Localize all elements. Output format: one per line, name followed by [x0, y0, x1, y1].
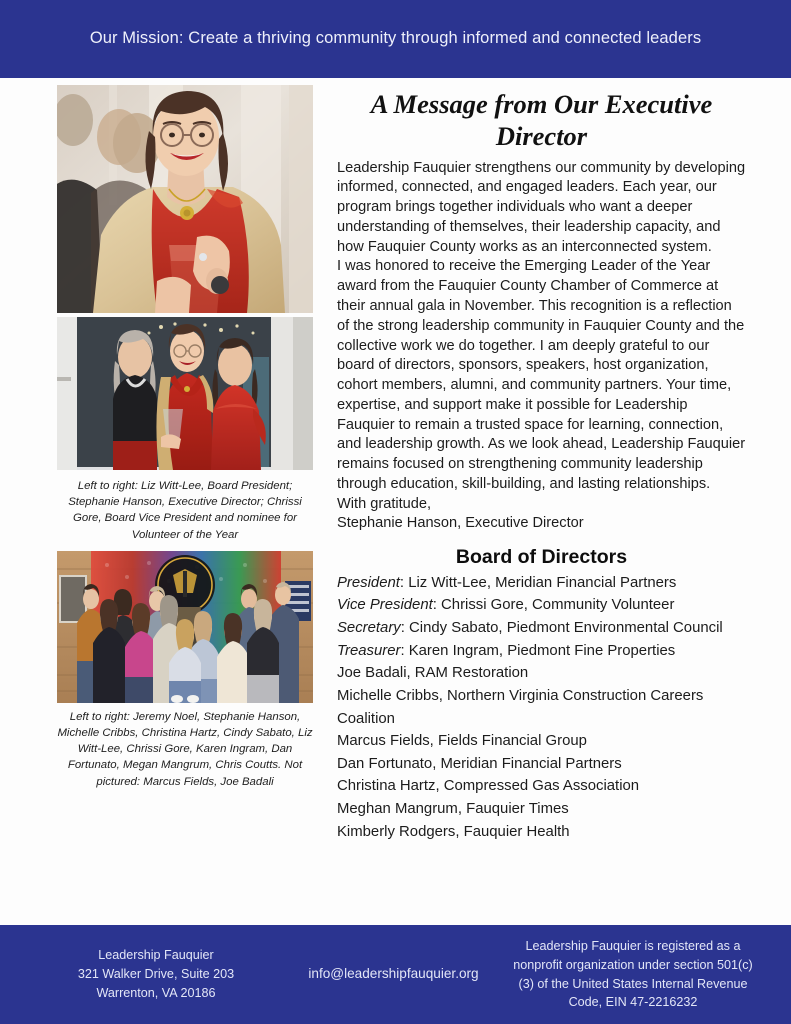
board-member-name: Karen Ingram, Piedmont Fine Properties [408, 642, 676, 659]
group-photo-graphic [57, 551, 313, 703]
board-member-name: Joe Badali, RAM Restoration [337, 665, 529, 682]
board-member-row [337, 753, 746, 776]
board-member-role: Vice President [337, 597, 433, 614]
board-member-row [337, 594, 746, 617]
footer-legal-line-2: nonprofit organization under section 501(c) [513, 957, 753, 972]
page-title: A Message from Our Executive Director [370, 89, 713, 152]
footer-address-line-2: Warrenton, VA 20186 [96, 985, 216, 1000]
board-member-separator: : [399, 574, 409, 591]
gala-photo-caption: Left to right: Liz Witt-Lee, Board President; Stephanie Hanson, Executive Director; Chrissi Gore, Board Vice President and nominee for Volunteer of the Year [68, 480, 302, 541]
board-member-name: Meghan Mangrum, Fauquier Times [337, 801, 569, 818]
page-footer [0, 925, 791, 1024]
footer-legal-block [497, 937, 769, 1013]
board-member-row [337, 662, 746, 685]
footer-address-line-1: 321 Walker Drive, Suite 203 [77, 967, 235, 982]
article-column [313, 85, 791, 843]
board-member-row [337, 821, 746, 844]
board-member-role: Treasurer [337, 642, 401, 659]
board-member-name: Chrissi Gore, Community Volunteer [441, 597, 675, 614]
three-leaders-gala-photo [57, 317, 313, 470]
board-member-role: Secretary [337, 619, 401, 636]
award-photo-graphic [57, 85, 313, 313]
footer-email-block [290, 964, 497, 984]
board-member-role: President [337, 574, 400, 591]
board-member-row [337, 572, 746, 595]
article-paragraph: Leadership Fauquier strengthens our community by developing informed, connected, and engaged leaders. Each year, our program brings together individuals who want a deeper understanding of themselves, their leadership capacity, and how Fauquier County works as an interconnected system. [337, 159, 746, 255]
footer-legal-line-3: (3) of the United States Internal Revenue [518, 976, 748, 991]
board-member-row [337, 775, 746, 798]
board-member-separator: : [432, 597, 442, 614]
page-content [0, 78, 791, 925]
board-group-photo [57, 551, 313, 703]
board-member-name: Marcus Fields, Fields Financial Group [337, 733, 587, 750]
board-member-row [337, 798, 746, 821]
board-member-name: Cindy Sabato, Piedmont Environmental Council [409, 619, 723, 636]
group-photo-caption: Left to right: Jeremy Noel, Stephanie Hanson, Michelle Cribbs, Christina Hartz, Cindy Sabato, Liz Witt-Lee, Chrissi Gore, Karen Ingram, Dan Fortunato, Megan Mangrum, Chris Coutts. Not pictured: Marcus Fields, Joe Badali [57, 710, 313, 788]
board-member-list [337, 572, 746, 844]
article-signoff: With gratitude, [337, 495, 432, 512]
gala-photo-graphic [57, 317, 313, 470]
contact-email-link[interactable]: info@leadershipfauquier.org [308, 966, 479, 982]
board-member-row [337, 617, 746, 640]
footer-address-block [22, 946, 290, 1003]
board-member-name: Liz Witt-Lee, Meridian Financial Partners [408, 574, 677, 591]
board-heading: Board of Directors [455, 546, 628, 569]
board-member-name: Kimberly Rodgers, Fauquier Health [337, 823, 570, 840]
board-member-row [337, 730, 746, 753]
board-member-separator: : [400, 619, 410, 636]
mission-banner [0, 0, 791, 78]
mission-statement: Our Mission: Create a thriving community through informed and connected leaders [89, 29, 702, 48]
footer-legal-line-1: Leadership Fauquier is registered as a [525, 938, 741, 953]
footer-legal-line-4: Code, EIN 47-2216232 [568, 995, 698, 1010]
photo-column [0, 85, 313, 790]
board-member-name: Dan Fortunato, Meridian Financial Partners [337, 755, 622, 772]
board-member-name: Michelle Cribbs, Northern Virginia Construction Careers Coalition [337, 687, 704, 727]
article-body [337, 159, 746, 535]
executive-director-award-photo [57, 85, 313, 313]
board-member-row [337, 640, 746, 663]
board-member-separator: : [400, 642, 409, 659]
footer-org-name: Leadership Fauquier [98, 948, 214, 963]
board-member-name: Christina Hartz, Compressed Gas Association [337, 778, 640, 795]
board-member-row [337, 685, 746, 730]
article-paragraph: I was honored to receive the Emerging Leader of the Year award from the Fauquier County Chamber of Commerce at their annual gala in November. This recognition is a reflection of the strong leadership community in Fauquier County and the collective work we do together. I am deeply grateful to our board of directors, sponsors, speakers, host organization, cohort members, alumni, and community partners. Your time, expertise, and support make it possible for Leadership Fauquier to remain a trusted space for learning, connection, and leadership growth. As we look ahead, Leadership Fauquier remains focused on strengthening community leadership through education, skill-building, and lasting relationships. [337, 258, 746, 492]
article-signature: Stephanie Hanson, Executive Director [337, 515, 584, 532]
